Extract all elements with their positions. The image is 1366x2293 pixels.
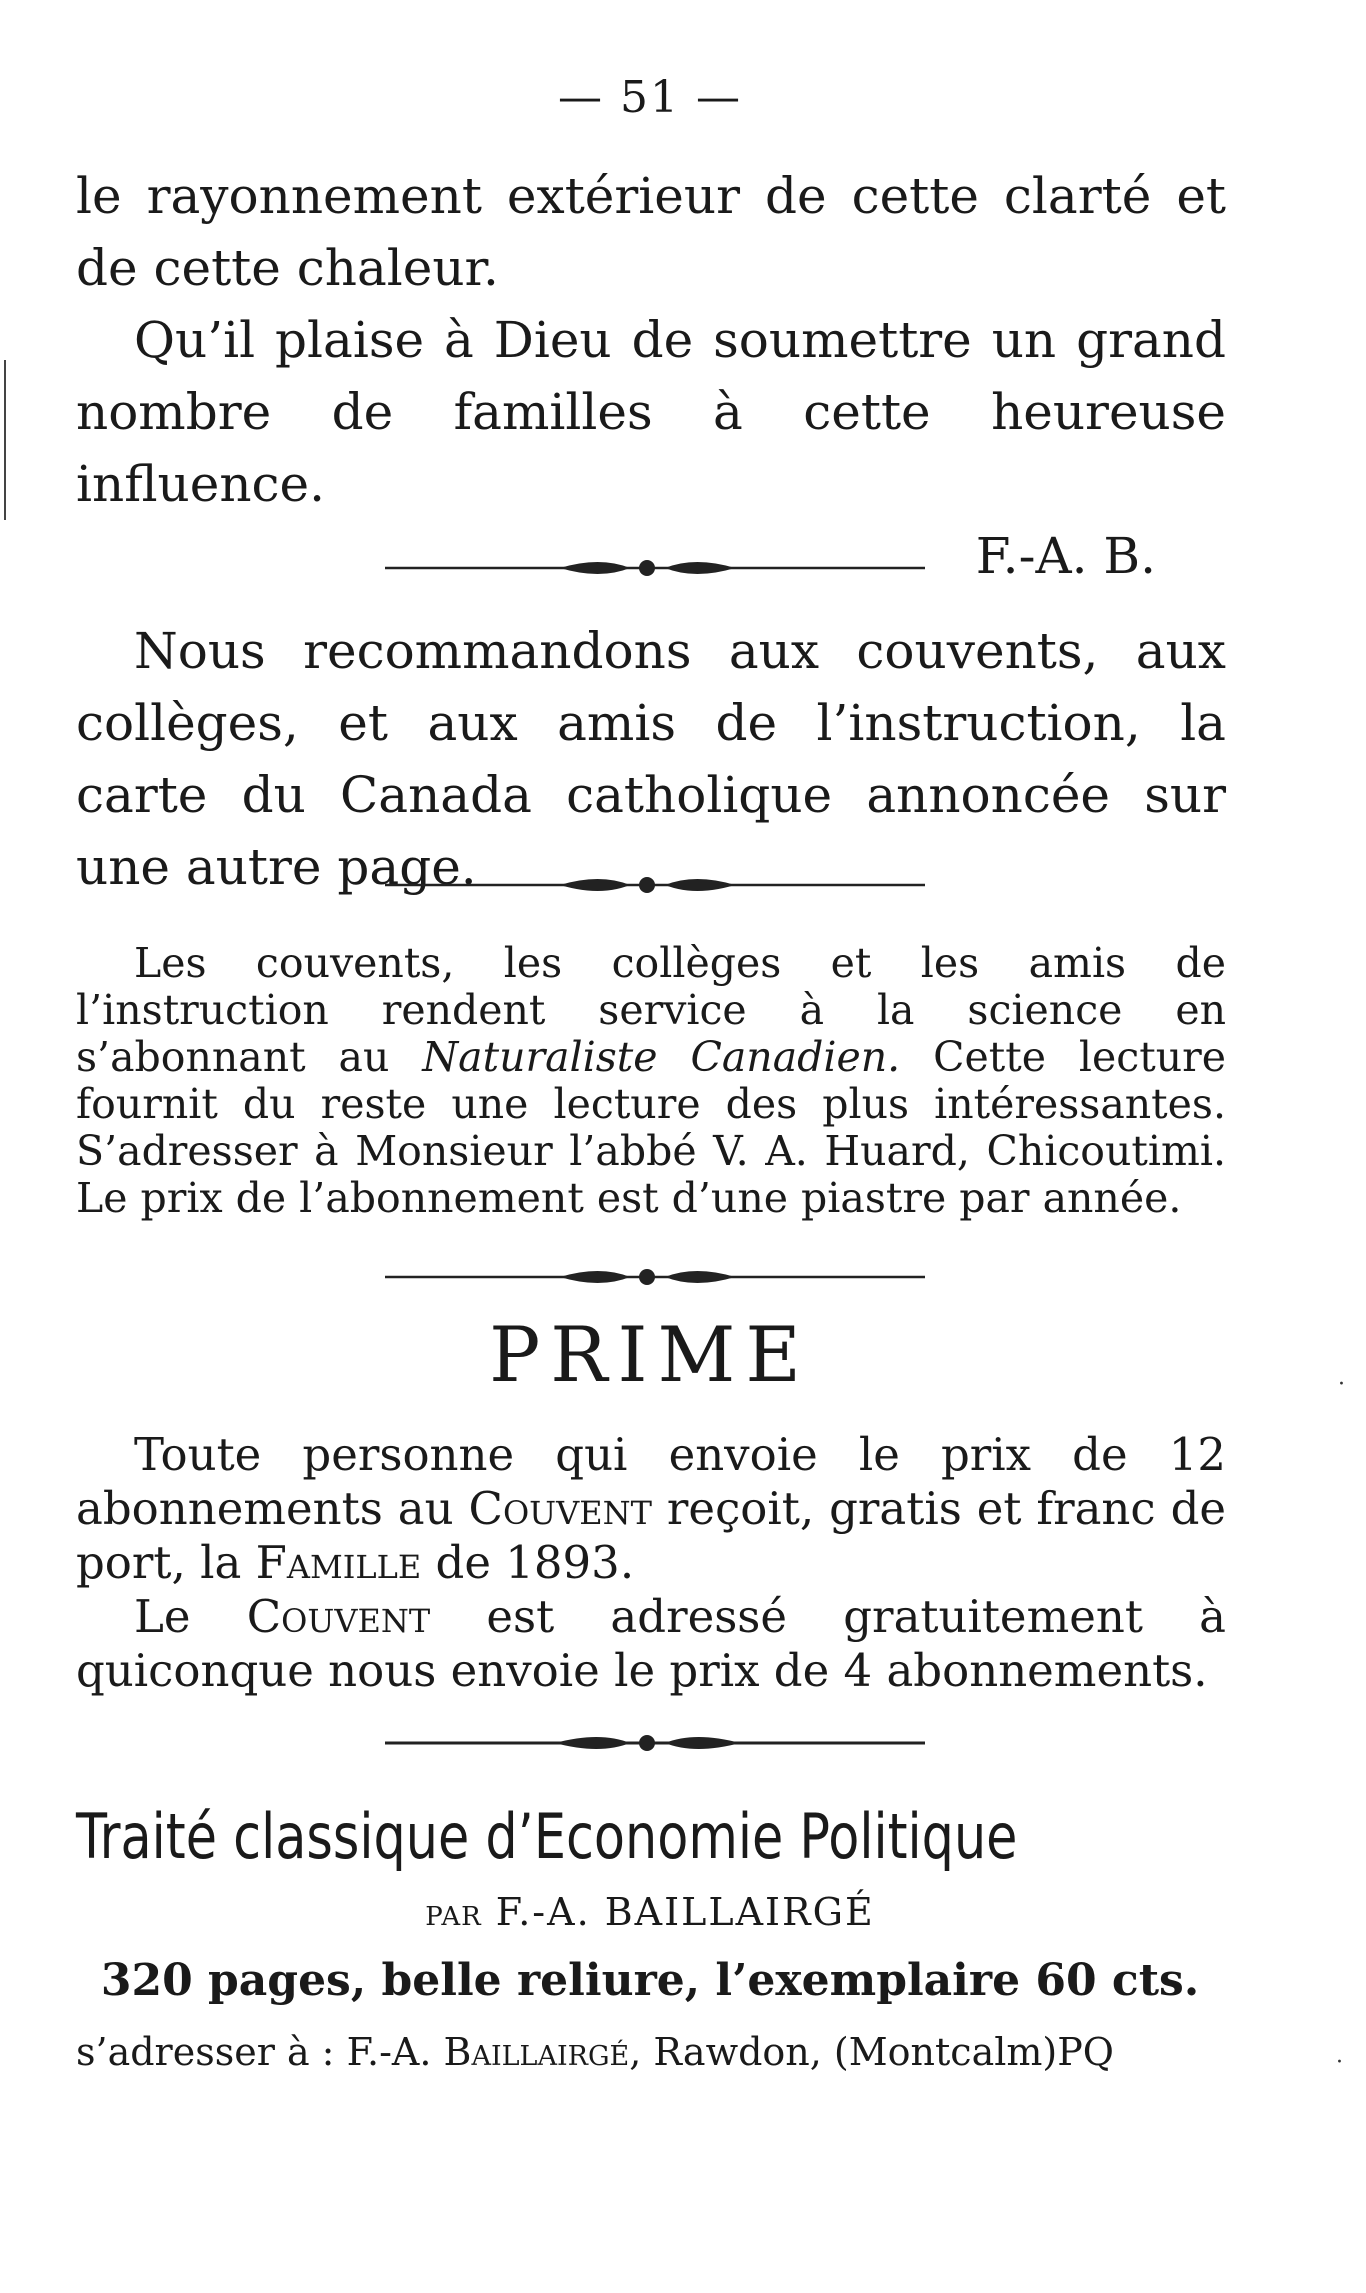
page-edge-mark: [4, 360, 6, 520]
couvent-title: Couvent: [468, 1482, 652, 1535]
address-name: Baillairgé: [443, 2030, 630, 2074]
address-prefix: s’adresser à : F.-A.: [76, 2030, 444, 2074]
ornament-divider-2: [385, 870, 925, 900]
prime-offer-paragraph-1: [76, 1428, 1226, 1590]
couvent-title: Couvent: [246, 1590, 431, 1643]
prime-text-part: Le: [134, 1590, 247, 1643]
ornament-divider-1: [385, 553, 925, 583]
naturaliste-notice-section: [76, 940, 1226, 1222]
map-recommendation-section: [76, 615, 1226, 903]
map-recommendation-paragraph: Nous recommandons aux couvents, aux collèges, et aux amis de l’instruction, la carte du Canada catholique annoncée sur une autre page.: [76, 622, 1226, 896]
closing-article-section: [76, 160, 1226, 592]
prime-text-part: de 1893.: [421, 1536, 635, 1589]
book-order-address: [76, 2030, 1236, 2074]
author-by-label: PAR: [425, 1902, 482, 1932]
stray-mark: ·: [1336, 2050, 1343, 2075]
author-name: F.-A. BAILLAIRGÉ: [495, 1890, 875, 1934]
ornament-divider-3: [385, 1262, 925, 1292]
prime-text-part: Toute personne qui envoie le prix de 12 abonnements au: [76, 1428, 1226, 1535]
prime-offer-section: [76, 1428, 1226, 1698]
notice-text-end: Cette lecture fournit du reste une lecture des plus intéressantes. S’adresser à Monsieur l’abbé V. A. Huard, Chicoutimi. Le prix de l’abonnement est d’une piastre par année.: [76, 1033, 1226, 1222]
book-author-line: [0, 1890, 1300, 1934]
book-details: 320 pages, belle reliure, l’exemplaire 60 cts.: [100, 1955, 1200, 2006]
ornament-divider-4: [385, 1728, 925, 1758]
prime-text-part: est adressé gratuitement à quiconque nous envoie le prix de 4 abonnements.: [76, 1590, 1226, 1697]
famille-title: Famille: [255, 1536, 422, 1589]
notice-text-start: Les couvents, les collèges et les amis de l’instruction rendent service à la science en s’abonnant au: [76, 939, 1226, 1081]
prime-heading: PRIME: [489, 1310, 811, 1399]
journal-name: Naturaliste Canadien.: [422, 1033, 901, 1081]
article-signature: F.-A. B.: [975, 527, 1156, 585]
article-ending-paragraph: le rayonnement extérieur de cette clarté et de cette chaleur.: [76, 167, 1226, 297]
stray-mark: ·: [1338, 1372, 1345, 1397]
book-advert-title: Traité classique d’Economie Politique: [76, 1800, 1018, 1873]
prime-text-part: reçoit, gratis et franc de port, la: [76, 1482, 1227, 1589]
prime-offer-paragraph-2: [76, 1590, 1226, 1698]
article-blessing-paragraph: Qu’il plaise à Dieu de soumettre un grand nombre de familles à cette heureuse influence.: [76, 311, 1226, 513]
address-suffix: , Rawdon, (Montcalm)PQ: [629, 2030, 1114, 2074]
naturaliste-notice-paragraph: [76, 940, 1226, 1222]
page-number: — 51 —: [558, 72, 742, 123]
